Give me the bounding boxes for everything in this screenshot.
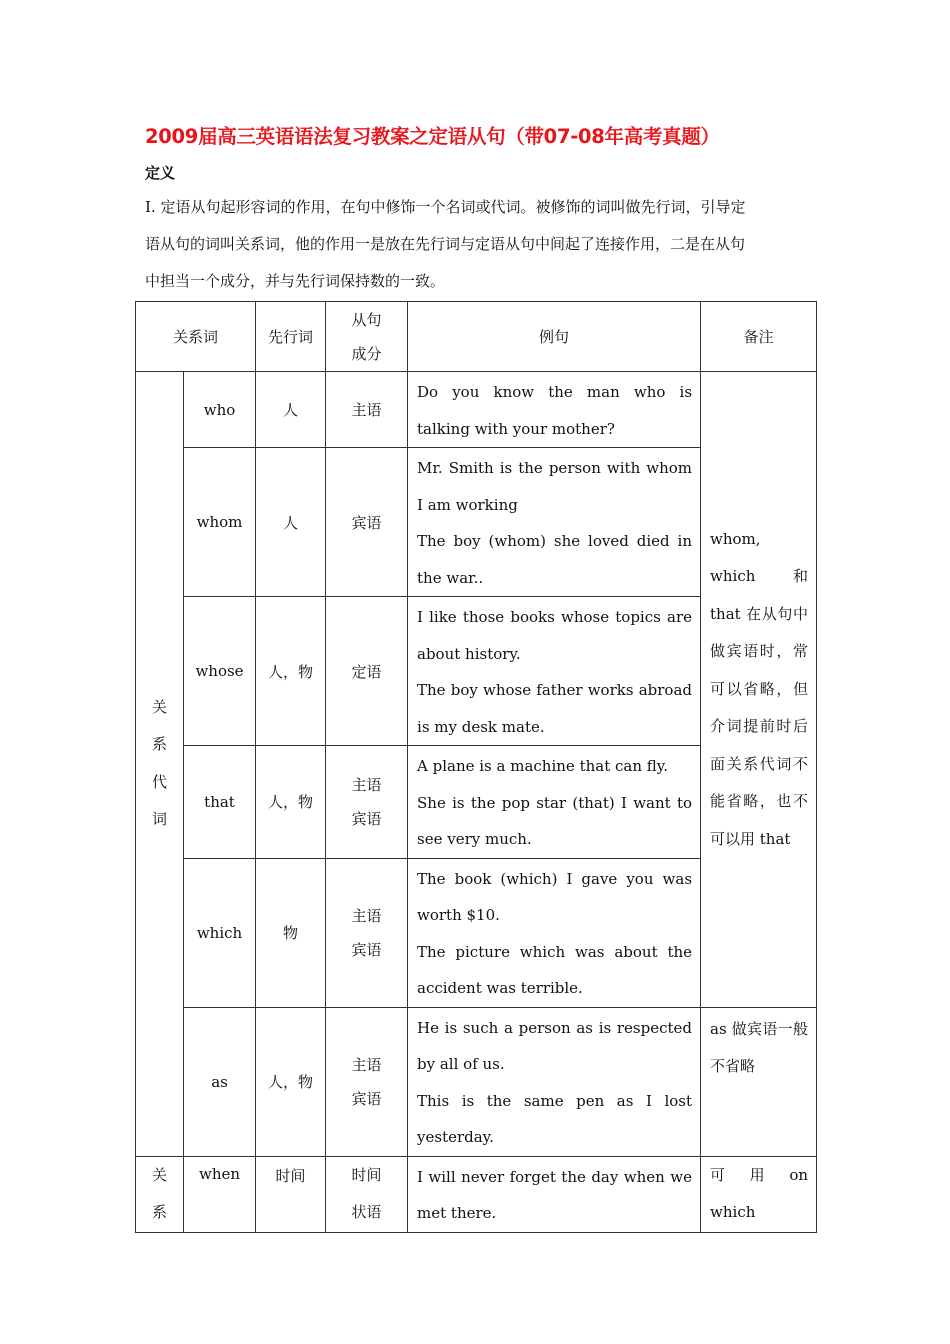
- relative-word: who: [184, 372, 256, 448]
- note-as: as 做宾语一般不省略: [701, 1007, 817, 1156]
- clause-function: 主语 宾语: [326, 858, 408, 1007]
- example-sentence: Mr. Smith is the person with whom I am working: [417, 459, 693, 514]
- table-row: [136, 1156, 817, 1232]
- example-sentence: I like those books whose topics are about history.: [417, 608, 693, 663]
- example-sentence: The boy whose father works abroad is my desk mate.: [417, 681, 693, 736]
- antecedent: 人，物: [256, 1007, 326, 1156]
- antecedent: 人，物: [256, 746, 326, 859]
- relative-word: whom: [184, 448, 256, 597]
- relative-word: as: [184, 1007, 256, 1156]
- section-heading: 定义: [145, 164, 176, 182]
- example-cell: [408, 597, 701, 746]
- clause-function: 定语: [326, 597, 408, 746]
- antecedent: 物: [256, 858, 326, 1007]
- intro-line: I. 定语从句起形容词的作用，在句中修饰一个名词或代词。被修饰的词叫做先行词，引导定: [145, 198, 746, 216]
- header-relative: 关系词: [136, 302, 256, 372]
- example-sentence: A plane is a machine that can fly.: [417, 757, 669, 775]
- antecedent: 时间: [256, 1156, 326, 1232]
- clause-function: 主语 宾语: [326, 746, 408, 859]
- antecedent: 人: [256, 448, 326, 597]
- example-sentence: The picture which was about the accident was terrible.: [417, 942, 693, 997]
- header-antecedent: 先行词: [256, 302, 326, 372]
- relative-word: when: [184, 1156, 256, 1232]
- table-row: [136, 1007, 817, 1156]
- header-function-line: 成分: [351, 344, 382, 363]
- intro-paragraph: [145, 189, 810, 300]
- example-cell: [408, 746, 701, 859]
- header-note: 备注: [701, 302, 817, 372]
- header-function-line: 从句: [351, 310, 382, 329]
- example-cell: [408, 858, 701, 1007]
- example-sentence: He is such a person as is respected by all of us.: [417, 1018, 693, 1073]
- example-sentence: The boy (whom) she loved died in the war..: [417, 532, 693, 587]
- example-sentence: She is the pop star (that) I want to see very much.: [417, 793, 693, 848]
- example-sentence: I will never forget the day when we met there.: [417, 1167, 693, 1222]
- group-label-adverb: 关 系: [136, 1156, 184, 1232]
- document-title: 2009届高三英语语法复习教案之定语从句（带07-08年高考真题）: [145, 125, 720, 148]
- note-when: 可 用 on which: [701, 1156, 817, 1232]
- relative-word: that: [184, 746, 256, 859]
- table-row: [136, 372, 817, 448]
- example-cell: [408, 1007, 701, 1156]
- clause-function: 主语 宾语: [326, 1007, 408, 1156]
- example-cell: [408, 448, 701, 597]
- example-sentence: Do you know the man who is talking with your mother?: [417, 383, 693, 438]
- intro-line: 中担当一个成分，并与先行词保持数的一致。: [145, 272, 446, 290]
- example-cell: [408, 372, 701, 448]
- example-sentence: This is the same pen as I lost yesterday.: [417, 1091, 693, 1146]
- note-main: whom, which 和 that 在从句中做宾语时，常可以省略，但介词提前时后面关系代词不能省略，也不可以用 that: [701, 372, 817, 1008]
- clause-function: 时间 状语: [326, 1156, 408, 1232]
- intro-line: 语从句的词叫关系词，他的作用一是放在先行词与定语从句中间起了连接作用，二是在从句: [145, 235, 746, 253]
- relative-word: which: [184, 858, 256, 1007]
- antecedent: 人: [256, 372, 326, 448]
- example-sentence: The book (which) I gave you was worth $10.: [417, 869, 693, 924]
- relative-words-table: [135, 301, 817, 1233]
- table-header-row: [136, 302, 817, 372]
- header-function: [326, 302, 408, 372]
- antecedent: 人，物: [256, 597, 326, 746]
- relative-word: whose: [184, 597, 256, 746]
- clause-function: 主语: [326, 372, 408, 448]
- header-example: 例句: [408, 302, 701, 372]
- group-label-pronoun: 关 系 代 词: [136, 372, 184, 1157]
- example-cell: [408, 1156, 701, 1232]
- clause-function: 宾语: [326, 448, 408, 597]
